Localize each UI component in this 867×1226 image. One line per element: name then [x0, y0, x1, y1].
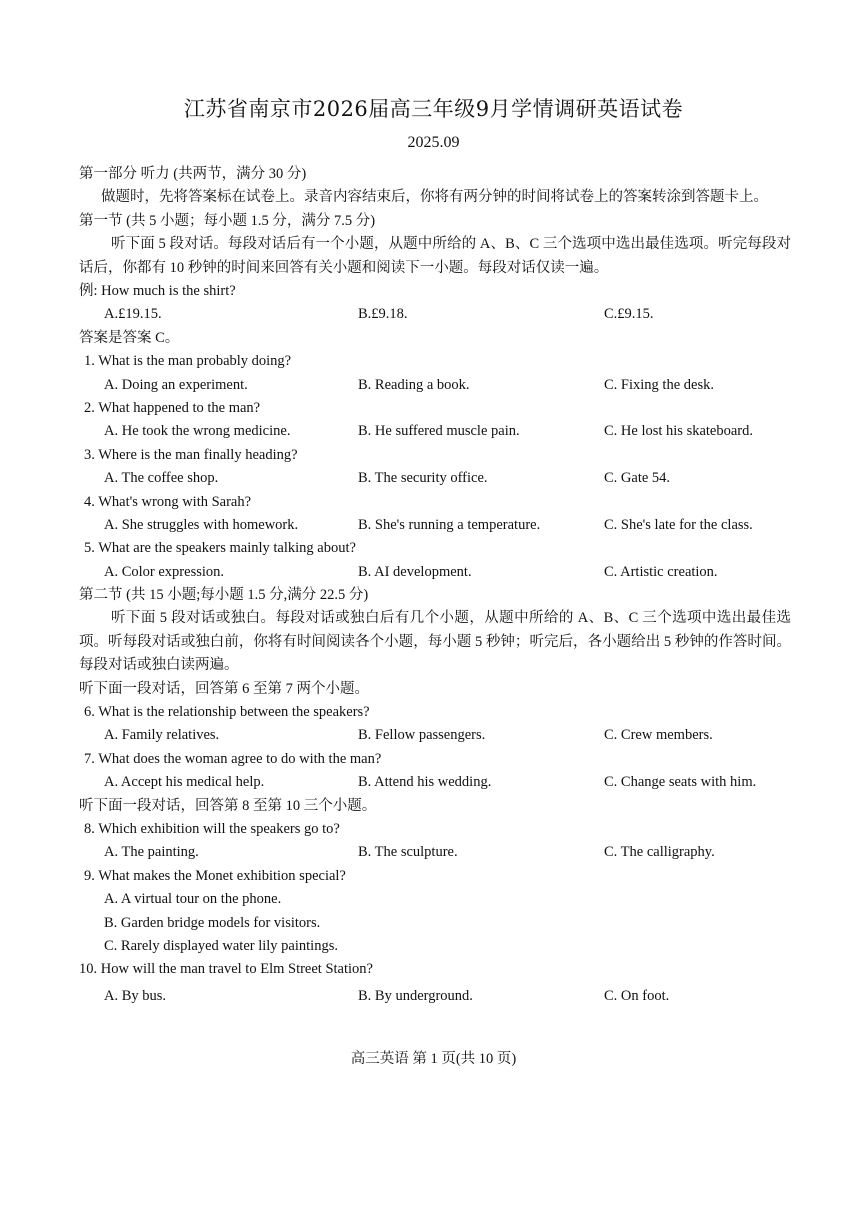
section1-heading: 第一节 (共 5 小题；每小题 1.5 分，满分 7.5 分) [79, 212, 376, 229]
option-c: C. On foot. [604, 987, 670, 1004]
option-b: B. Reading a book. [358, 376, 470, 393]
example-option-c: C.£9.15. [604, 306, 654, 323]
part1-heading: 第一部分 听力 (共两节，满分 30 分) [79, 166, 307, 182]
example-question: 例: How much is the shirt? [79, 283, 236, 299]
group1-intro: 听下面一段对话，回答第 6 至第 7 两个小题。 [79, 680, 369, 697]
option-a: A. The painting. [104, 844, 199, 861]
option-a: A. Doing an experiment. [104, 376, 248, 393]
exam-content [79, 163, 791, 1008]
page-title: 江苏省南京市2026届高三年级9月学情调研英语试卷 [183, 97, 684, 121]
option-a: A. Family relatives. [104, 727, 220, 744]
question-5: 5. What are the speakers mainly talking about? [84, 540, 356, 557]
group2-intro: 听下面一段对话，回答第 8 至第 10 三个小题。 [79, 797, 377, 814]
option-b: B. Fellow passengers. [358, 727, 486, 744]
page-footer: 高三英语 第 1 页(共 10 页) [350, 1051, 517, 1067]
exam-date: 2025.09 [407, 134, 460, 151]
example-option-b: B.£9.18. [358, 306, 408, 323]
question-6: 6. What is the relationship between the speakers? [84, 704, 370, 721]
question-6-options [79, 724, 791, 747]
option-c: C. She's late for the class. [604, 516, 753, 533]
question-1: 1. What is the man probably doing? [84, 353, 292, 370]
example-options [79, 303, 791, 326]
option-a: A. By bus. [104, 987, 167, 1004]
question-3-options [79, 467, 791, 490]
section2-heading: 第二节 (共 15 小题;每小题 1.5 分,满分 22.5 分) [79, 587, 369, 604]
question-2: 2. What happened to the man? [84, 399, 261, 416]
option-b: B. Garden bridge models for visitors. [104, 914, 321, 931]
option-b: B. He suffered muscle pain. [358, 423, 520, 440]
question-4: 4. What's wrong with Sarah? [84, 493, 252, 510]
option-b: B. The sculpture. [358, 844, 458, 861]
option-b: B. By underground. [358, 987, 473, 1004]
option-a: A. A virtual tour on the phone. [104, 891, 282, 908]
question-1-options [79, 374, 791, 397]
question-5-options [79, 561, 791, 584]
example-answer: 答案是答案 C。 [79, 329, 180, 346]
question-8-options [79, 841, 791, 864]
option-b: B. She's running a temperature. [358, 516, 541, 533]
part1-instruction: 做题时，先将答案标在试卷上。录音内容结束后，你将有两分钟的时间将试卷上的答案转涂到答题卡上。 [101, 189, 768, 206]
option-b: B. Attend his wedding. [358, 774, 492, 791]
question-7: 7. What does the woman agree to do with the man? [84, 750, 382, 767]
option-a: A. Color expression. [104, 563, 225, 580]
option-c: C. Change seats with him. [604, 774, 757, 791]
option-b: B. The security office. [358, 470, 488, 487]
section1-instruction: 听下面 5 段对话。每段对话后有一个小题，从题中所给的 A、B、C 三个选项中选出最佳选项。听完每段对话后，你都有 10 秒钟的时间来回答有关小题和阅读下一小题。每段对话仅读一遍。 [79, 236, 791, 276]
question-10: 10. How will the man travel to Elm Street Station? [79, 961, 373, 978]
section2-instruction: 听下面 5 段对话或独白。每段对话或独白后有几个小题，从题中所给的 A、B、C 三个选项中选出最佳选项。听每段对话或独白前，你将有时间阅读各个小题，每小题 5 秒钟；听完后，各小题给出 5 秒钟的作答时间。每段对话或独白读两遍。 [79, 610, 791, 674]
option-a: A. He took the wrong medicine. [104, 423, 291, 440]
option-a: A. Accept his medical help. [104, 774, 265, 791]
example-option-a: A.£19.15. [104, 306, 162, 323]
option-a: A. She struggles with homework. [104, 516, 299, 533]
question-7-options [79, 771, 791, 794]
option-c: C. Gate 54. [604, 470, 671, 487]
option-c: C. He lost his skateboard. [604, 423, 754, 440]
question-10-options [79, 985, 791, 1008]
option-a: A. The coffee shop. [104, 470, 219, 487]
option-c: C. Artistic creation. [604, 563, 718, 580]
question-4-options [79, 514, 791, 537]
option-b: B. AI development. [358, 563, 472, 580]
option-c: C. Crew members. [604, 727, 713, 744]
question-2-options [79, 420, 791, 443]
question-8: 8. Which exhibition will the speakers go to? [84, 821, 340, 838]
option-c: C. The calligraphy. [604, 844, 715, 861]
question-3: 3. Where is the man finally heading? [84, 446, 298, 463]
option-c: C. Fixing the desk. [604, 376, 714, 393]
question-9: 9. What makes the Monet exhibition special? [84, 867, 346, 884]
option-c: C. Rarely displayed water lily paintings. [104, 937, 338, 954]
